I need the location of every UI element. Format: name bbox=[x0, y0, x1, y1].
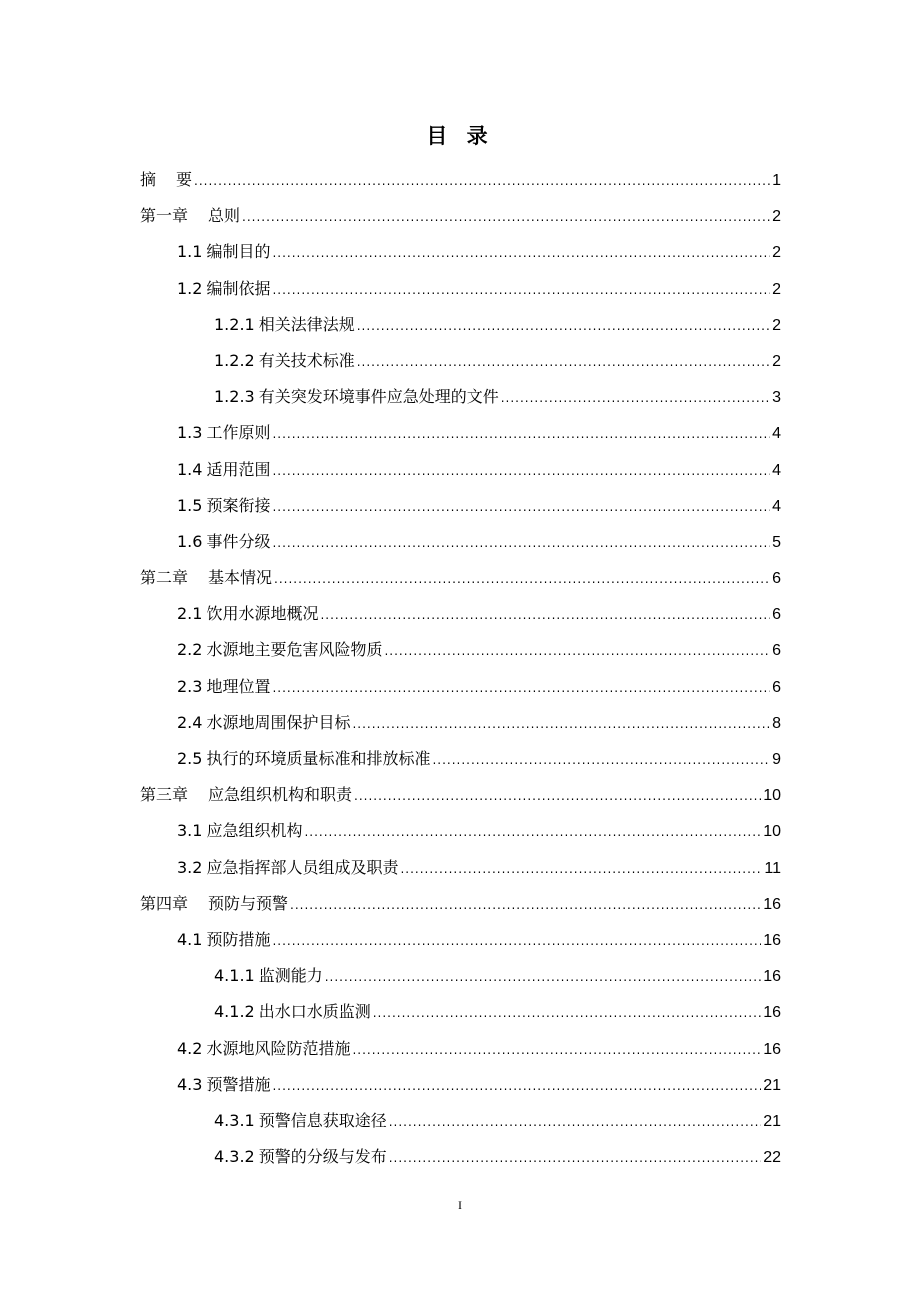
toc-entry-text bbox=[177, 488, 270, 524]
toc-entry-number: 1.5 bbox=[177, 495, 203, 515]
toc-page-number: 16 bbox=[763, 968, 781, 986]
toc-entry-text bbox=[177, 705, 350, 741]
toc-entry-number: 2.4 bbox=[177, 712, 203, 732]
dot-leader bbox=[325, 959, 761, 995]
toc-entry-label: 预案衔接 bbox=[206, 495, 271, 515]
toc-entry-label: 预警的分级与发布 bbox=[258, 1147, 387, 1167]
toc-entry[interactable] bbox=[140, 307, 781, 343]
toc-page-number: 10 bbox=[763, 823, 781, 841]
toc-page-number: 2 bbox=[772, 316, 781, 334]
toc-entry-text bbox=[177, 632, 382, 668]
toc-entry-label: 预防与预警 bbox=[208, 893, 289, 913]
toc-entry[interactable] bbox=[140, 1067, 781, 1103]
toc-entry-text bbox=[140, 777, 352, 813]
toc-page-number: 16 bbox=[763, 895, 781, 913]
toc-entry[interactable] bbox=[140, 777, 781, 813]
toc-page-number: 1 bbox=[772, 172, 781, 189]
dot-leader bbox=[272, 272, 770, 308]
toc-page-number: 8 bbox=[772, 714, 781, 732]
toc-entry-number: 2.5 bbox=[177, 749, 203, 768]
toc-entry[interactable] bbox=[140, 1139, 781, 1175]
dot-leader bbox=[272, 453, 770, 489]
toc-entry-number: 1.3 bbox=[177, 423, 203, 443]
toc-entry-label: 地理位置 bbox=[206, 676, 271, 696]
toc-entry[interactable] bbox=[140, 1103, 781, 1139]
toc-entry-label: 应急组织机构和职责 bbox=[208, 785, 353, 805]
toc-entry-number: 4.3 bbox=[177, 1074, 203, 1094]
dot-leader bbox=[389, 1140, 761, 1176]
toc-entry[interactable] bbox=[140, 271, 781, 307]
toc-entry[interactable] bbox=[140, 234, 781, 270]
toc-page-number: 2 bbox=[772, 244, 781, 262]
toc-entry-label: 执行的环境质量标准和排放标准 bbox=[206, 749, 431, 768]
toc-page-number: 16 bbox=[763, 931, 781, 949]
toc-entry[interactable] bbox=[140, 922, 781, 958]
dot-leader bbox=[501, 380, 770, 416]
toc-entry[interactable] bbox=[140, 452, 781, 488]
toc-entry-text bbox=[177, 524, 270, 560]
toc-entry-number: 4.1 bbox=[177, 929, 203, 949]
toc-page-number: 5 bbox=[772, 533, 781, 551]
toc-entry-text bbox=[140, 198, 240, 234]
toc-entry-text bbox=[140, 560, 272, 596]
dot-leader bbox=[384, 633, 770, 669]
toc-page-number: 16 bbox=[763, 1004, 781, 1022]
toc-entry-number: 2.2 bbox=[177, 640, 203, 660]
toc-entry-label: 总则 bbox=[208, 206, 241, 226]
toc-entry-number: 3.1 bbox=[177, 821, 203, 841]
toc-entry-number: 1.1 bbox=[177, 242, 203, 262]
toc-entry-number: 2.3 bbox=[177, 676, 203, 696]
toc-entry[interactable] bbox=[140, 198, 781, 234]
dot-leader bbox=[389, 1104, 761, 1140]
toc-page-number: 11 bbox=[764, 859, 781, 877]
toc-entry-label: 应急组织机构 bbox=[206, 821, 303, 841]
dot-leader bbox=[274, 561, 770, 597]
toc-entry-text bbox=[177, 452, 270, 488]
toc-entry[interactable] bbox=[140, 632, 781, 668]
toc-entry-number: 1.2 bbox=[177, 278, 203, 298]
toc-entry-text bbox=[214, 958, 323, 994]
toc-entry-label: 编制依据 bbox=[206, 278, 271, 298]
toc-entry-label: 监测能力 bbox=[258, 966, 323, 986]
toc-entry-text bbox=[177, 415, 270, 451]
dot-leader bbox=[373, 995, 761, 1031]
dot-leader bbox=[272, 235, 770, 271]
toc-page-number: 22 bbox=[763, 1149, 781, 1167]
dot-leader bbox=[354, 778, 761, 814]
table-of-contents bbox=[140, 162, 781, 1175]
toc-entry-label: 预防措施 bbox=[206, 929, 271, 949]
dot-leader bbox=[352, 1032, 761, 1068]
toc-entry-number: 第四章 bbox=[140, 893, 189, 913]
toc-entry[interactable] bbox=[140, 705, 781, 741]
toc-entry-number: 4.1.1 bbox=[214, 966, 255, 986]
dot-leader bbox=[357, 344, 770, 380]
toc-entry-label: 水源地主要危害风险物质 bbox=[206, 640, 383, 660]
toc-entry-text bbox=[177, 271, 270, 307]
toc-page-number: 9 bbox=[772, 751, 781, 768]
toc-entry[interactable] bbox=[140, 958, 781, 994]
toc-page-number: 21 bbox=[763, 1076, 781, 1094]
toc-entry[interactable] bbox=[140, 596, 781, 632]
dot-leader bbox=[272, 923, 761, 959]
toc-entry-label: 预警措施 bbox=[206, 1074, 271, 1094]
toc-page-number: 4 bbox=[772, 497, 781, 515]
toc-entry[interactable] bbox=[140, 415, 781, 451]
toc-entry-label: 预警信息获取途径 bbox=[258, 1110, 387, 1130]
dot-leader bbox=[272, 525, 770, 561]
dot-leader bbox=[400, 851, 762, 887]
toc-entry-label: 饮用水源地概况 bbox=[206, 604, 319, 624]
toc-entry[interactable] bbox=[140, 488, 781, 524]
toc-entry-text bbox=[140, 886, 288, 922]
toc-entry-text bbox=[177, 669, 270, 705]
toc-page-number: 4 bbox=[772, 461, 781, 479]
toc-page-number: 2 bbox=[772, 208, 781, 226]
toc-entry-label: 编制目的 bbox=[206, 242, 271, 262]
toc-entry-label: 有关技术标准 bbox=[258, 350, 355, 370]
toc-entry[interactable] bbox=[140, 850, 781, 886]
toc-entry-text bbox=[140, 162, 192, 198]
toc-entry-number: 第二章 bbox=[140, 568, 189, 588]
toc-entry-number: 4.3.1 bbox=[214, 1110, 255, 1130]
toc-entry-number: 4.2 bbox=[177, 1038, 203, 1058]
toc-entry-number: 1.2.2 bbox=[214, 350, 255, 370]
toc-entry-text bbox=[214, 343, 355, 379]
toc-entry[interactable] bbox=[140, 343, 781, 379]
dot-leader bbox=[320, 597, 770, 633]
toc-entry-text bbox=[214, 307, 355, 343]
toc-entry-label: 水源地周围保护目标 bbox=[206, 712, 351, 732]
toc-page-number: 4 bbox=[772, 425, 781, 443]
toc-page-number: 2 bbox=[772, 352, 781, 370]
toc-entry-label: 水源地风险防范措施 bbox=[206, 1038, 351, 1058]
dot-leader bbox=[272, 489, 770, 525]
toc-entry[interactable] bbox=[140, 379, 781, 415]
toc-entry-number: 1.2.3 bbox=[214, 387, 255, 407]
toc-entry-label: 相关法律法规 bbox=[258, 314, 355, 334]
toc-page-number: 10 bbox=[763, 787, 781, 805]
toc-page-number: 21 bbox=[763, 1112, 781, 1130]
toc-entry[interactable] bbox=[140, 669, 781, 705]
toc-entry-number: 1.2.1 bbox=[214, 314, 255, 334]
toc-entry-text bbox=[214, 1103, 387, 1139]
toc-page-number: 2 bbox=[772, 280, 781, 298]
toc-page-number: 6 bbox=[772, 570, 781, 588]
dot-leader bbox=[304, 814, 761, 850]
toc-page-number: 6 bbox=[772, 642, 781, 660]
toc-entry-label: 出水口水质监测 bbox=[258, 1002, 371, 1022]
toc-entry-text bbox=[214, 1139, 387, 1175]
toc-entry-number: 3.2 bbox=[177, 857, 203, 877]
toc-entry-number: 4.3.2 bbox=[214, 1147, 255, 1167]
toc-entry[interactable] bbox=[140, 1031, 781, 1067]
toc-page-number: 6 bbox=[772, 606, 781, 624]
dot-leader bbox=[242, 199, 770, 235]
toc-entry-text bbox=[177, 922, 270, 958]
dot-leader bbox=[352, 706, 770, 742]
toc-entry-number: 第三章 bbox=[140, 785, 189, 805]
toc-entry-number: 1.6 bbox=[177, 531, 203, 551]
toc-entry-number: 2.1 bbox=[177, 604, 203, 624]
toc-entry[interactable] bbox=[140, 560, 781, 596]
toc-entry-text bbox=[214, 994, 371, 1030]
toc-entry-number: 4.1.2 bbox=[214, 1002, 255, 1022]
dot-leader bbox=[194, 163, 770, 199]
toc-entry-number: 第一章 bbox=[140, 206, 189, 226]
toc-entry-text bbox=[177, 1067, 270, 1103]
toc-entry-text bbox=[177, 850, 398, 886]
toc-entry-number: 摘 bbox=[140, 170, 157, 189]
toc-entry-label: 基本情况 bbox=[208, 568, 273, 588]
toc-entry-text bbox=[177, 1031, 350, 1067]
toc-page-number: 16 bbox=[763, 1040, 781, 1058]
dot-leader bbox=[432, 742, 770, 778]
dot-leader bbox=[272, 416, 770, 452]
page-number-footer: I bbox=[458, 1198, 462, 1212]
toc-entry[interactable] bbox=[140, 524, 781, 560]
dot-leader bbox=[272, 670, 770, 706]
toc-entry-label: 适用范围 bbox=[206, 459, 271, 479]
toc-page-number: 3 bbox=[772, 389, 781, 407]
toc-entry-label: 要 bbox=[176, 170, 193, 189]
toc-page-number: 6 bbox=[772, 678, 781, 696]
toc-entry-text bbox=[177, 741, 430, 777]
toc-entry[interactable] bbox=[140, 813, 781, 849]
toc-entry[interactable] bbox=[140, 741, 781, 777]
page-title: 目 录 bbox=[426, 124, 494, 148]
toc-entry[interactable] bbox=[140, 886, 781, 922]
toc-entry-label: 有关突发环境事件应急处理的文件 bbox=[258, 387, 499, 407]
toc-entry-text bbox=[177, 596, 318, 632]
toc-entry-number: 1.4 bbox=[177, 459, 203, 479]
toc-entry-text bbox=[214, 379, 499, 415]
toc-entry-label: 事件分级 bbox=[206, 531, 271, 551]
toc-entry-label: 应急指挥部人员组成及职责 bbox=[206, 857, 399, 877]
toc-entry[interactable] bbox=[140, 162, 781, 198]
toc-entry[interactable] bbox=[140, 994, 781, 1030]
dot-leader bbox=[357, 308, 770, 344]
toc-entry-text bbox=[177, 234, 270, 270]
toc-entry-label: 工作原则 bbox=[206, 423, 271, 443]
toc-entry-text bbox=[177, 813, 302, 849]
dot-leader bbox=[272, 1068, 761, 1104]
dot-leader bbox=[290, 887, 761, 923]
